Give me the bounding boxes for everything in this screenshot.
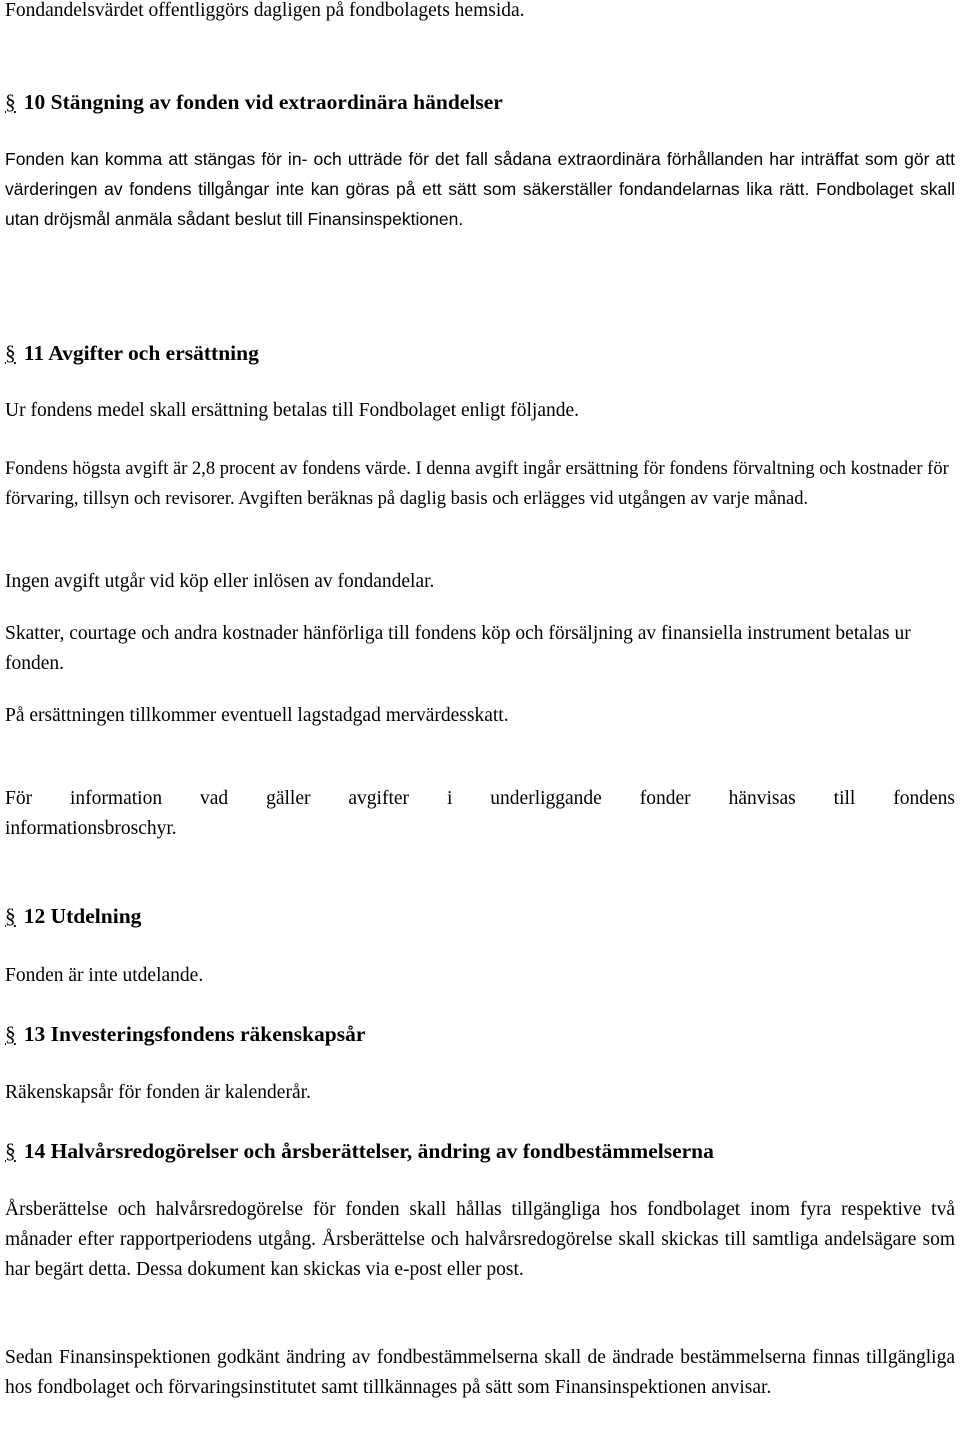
- section-10-title: 10 Stängning av fonden vid extraordinära händelser: [23, 90, 503, 114]
- section-symbol: §: [5, 904, 16, 928]
- section-14-paragraph-1: Årsberättelse och halvårsredogörelse för fonden skall hållas tillgängliga hos fondbolaget inom fyra respektive två månader efter rapportperiodens utgång. Årsberättelse och halvårsredogörelse skall skickas till samtliga andelsägare som har begärt detta. Dessa dokument kan skickas via e-post eller post.: [5, 1199, 955, 1280]
- intro-paragraph: Fondandelsvärdet offentliggörs dagligen på fondbolagets hemsida.: [5, 0, 525, 21]
- section-12-heading: [5, 901, 955, 931]
- section-10-heading: [5, 87, 955, 117]
- section-11-paragraph-5: På ersättningen tillkommer eventuell lagstadgad mervärdesskatt.: [5, 705, 509, 726]
- section-11-heading: [5, 338, 955, 368]
- section-14-title: 14 Halvårsredogörelser och årsberättelser, ändring av fondbestämmelserna: [23, 1139, 714, 1163]
- section-11-paragraph-6-line-1: För information vad gäller avgifter i underliggande fonder hänvisas till fondens: [5, 788, 955, 809]
- section-12-title: 12 Utdelning: [23, 904, 142, 928]
- section-14-heading: [5, 1136, 955, 1166]
- section-10-paragraph: Fonden kan komma att stängas för in- och utträde för det fall sådana extraordinära förhållanden har inträffat som gör att värderingen av fondens tillgångar inte kan göras på ett sätt som säkerställer fondandelarnas lika rätt. Fondbolaget skall utan dröjsmål anmäla sådant beslut till Finansinspektionen.: [5, 149, 955, 229]
- section-11-title: 11 Avgifter och ersättning: [23, 341, 259, 365]
- section-13-heading: [5, 1019, 955, 1049]
- section-12-paragraph: Fonden är inte utdelande.: [5, 965, 204, 986]
- section-11-paragraph-6: [5, 784, 955, 844]
- section-11-paragraph-4: Skatter, courtage och andra kostnader hänförliga till fondens köp och försäljning av finansiella instrument betalas ur fonden.: [5, 623, 911, 674]
- section-11-paragraph-6-line-2: informationsbroschyr.: [5, 818, 177, 839]
- section-11-paragraph-2: Fondens högsta avgift är 2,8 procent av fondens värde. I denna avgift ingår ersättning för fondens förvaltning och kostnader för förvaring, tillsyn och revisorer. Avgiften beräknas på daglig basis och erlägges vid utgången av varje månad.: [5, 459, 949, 509]
- section-14-paragraph-2: Sedan Finansinspektionen godkänt ändring av fondbestämmelserna skall de ändrade bestämmelserna finnas tillgängliga hos fondbolaget och förvaringsinstitutet samt tillkännages på sätt som Finansinspektionen anvisar.: [5, 1347, 955, 1398]
- section-symbol: §: [5, 1022, 16, 1046]
- section-symbol: §: [5, 1139, 16, 1163]
- section-13-title: 13 Investeringsfondens räkenskapsår: [23, 1022, 366, 1046]
- section-symbol: §: [5, 341, 16, 365]
- section-symbol: §: [5, 90, 16, 114]
- section-13-paragraph: Räkenskapsår för fonden är kalenderår.: [5, 1082, 311, 1103]
- section-11-paragraph-3: Ingen avgift utgår vid köp eller inlösen av fondandelar.: [5, 571, 435, 592]
- section-11-paragraph-1: Ur fondens medel skall ersättning betalas till Fondbolaget enligt följande.: [5, 400, 580, 421]
